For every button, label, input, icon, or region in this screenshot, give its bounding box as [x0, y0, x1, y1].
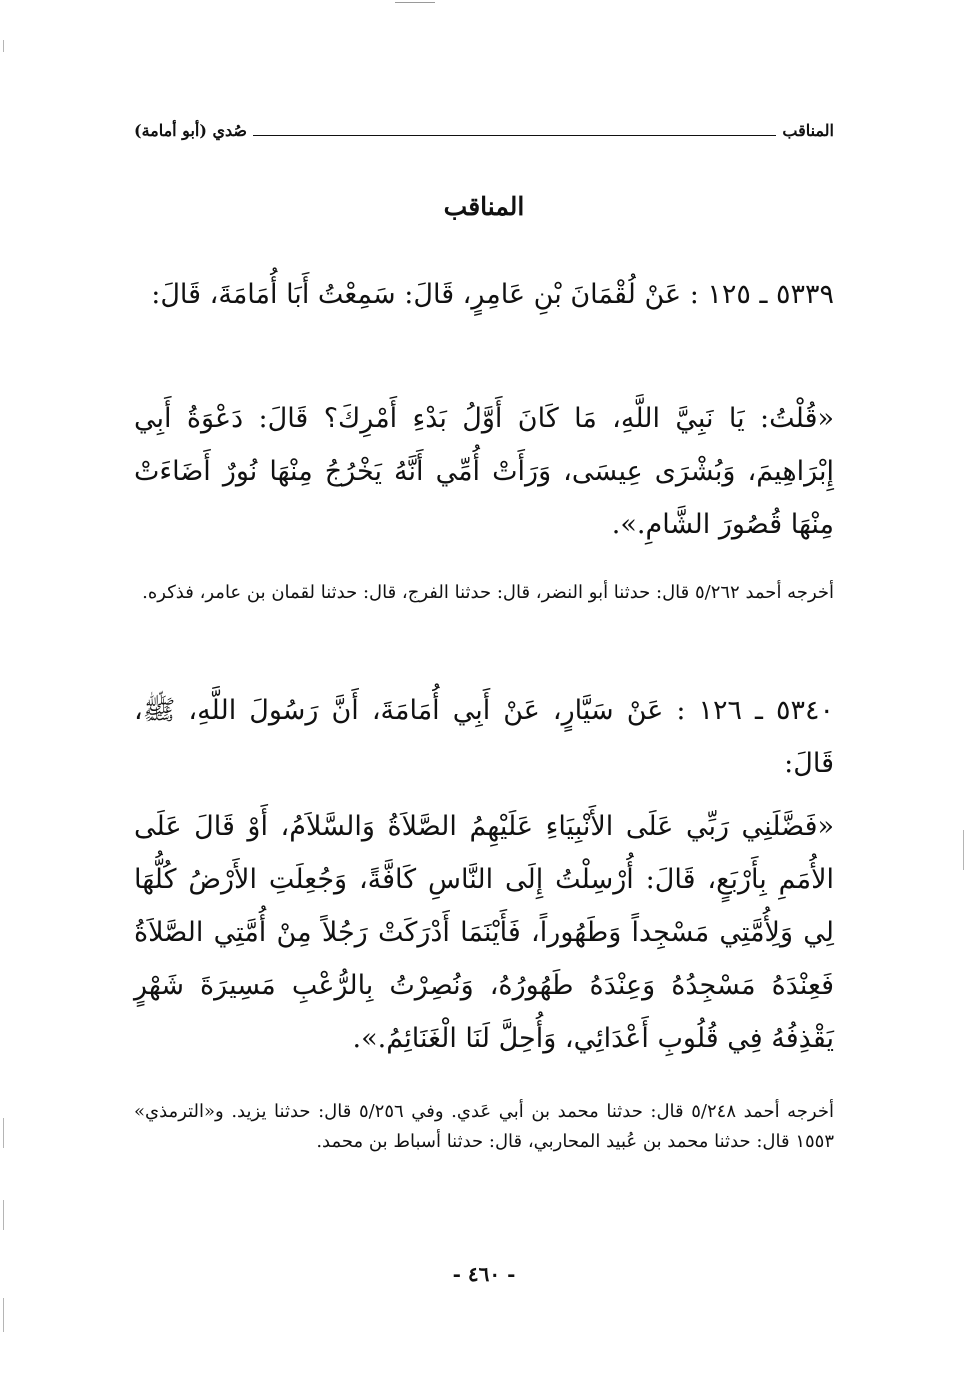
section-title: المناقب — [443, 192, 525, 221]
header-rule — [253, 135, 776, 136]
scan-margin-mark — [3, 1118, 4, 1148]
scan-top-mark — [395, 2, 435, 3]
scan-margin-mark — [3, 40, 4, 52]
hadith-5340-opening: ٥٣٤٠ ـ ١٢٦ : عَنْ سَيَّارٍ، عَنْ أَبِي أُمَامَةَ، أَنَّ رَسُولَ اللَّهِ، ﷺ، قَالَ: — [134, 695, 835, 779]
hadith-5340-text: «فَضَّلَنِي رَبِّي عَلَى الأَنْبِيَاءِ عَلَيْهِمُ الصَّلاَةُ وَالسَّلاَمُ، أَوْ قَالَ عَلَى الأُمَمِ بِأَرْبَعٍ، قَالَ: أُرْسِلْتُ إِلَى النَّاسِ كَافَّةً، وَجُعِلَتِ الأَرْضُ كُلُّهَا لِي وَلِأُمَّتِي مَسْجِداً وَطَهُوراً، فَأَيْنَمَا أَدْرَكَتْ رَجُلاً مِنْ أُمَّتِي الصَّلاَةُ فَعِنْدَهُ مَسْجِدُهُ وَعِنْدَهُ طَهُورُهُ، وَنُصِرْتُ بِالرُّعْبِ مَسِيرَةَ شَهْرٍ يَقْذِفُهُ فِي قُلُوبِ أَعْدَائِي، وَأُحِلَّ لَنَا الْغَنَائِمُ.». — [134, 811, 834, 1054]
running-header — [134, 116, 834, 144]
scan-margin-mark — [963, 830, 964, 870]
hadith-5339-text: «قُلْتُ: يَا نَبِيَّ اللَّهِ، مَا كَانَ أَوَّلُ بَدْءِ أَمْرِكَ؟ قَالَ: دَعْوَةُ أَبِي إِبْرَاهِيمَ، وَبُشْرَى عِيسَى، وَرَأَتْ أُمِّي أَنَّهُ يَخْرُجُ مِنْهَا نُورٌ أَضَاءَتْ مِنْهَا قُصُورَ الشَّامِ.». — [134, 403, 834, 540]
hadith-5340-source: أخرجه أحمد ٥/٢٤٨ قال: حدثنا محمد بن أبي عَدي. وفي ٥/٢٥٦ قال: حدثنا يزيد. و«الترمذي» ١٥٥٣ قال: حدثنا محمد بن عُبيد المحاربي، قال: حدثنا أسباط بن محمد. — [134, 1101, 834, 1152]
hadith-5339-source: أخرجه أحمد ٥/٢٦٢ قال: حدثنا أبو النضر، قال: حدثنا الفرج، قال: حدثنا لقمان بن عامر، فذكره. — [142, 582, 834, 603]
hadith-5339-opening: ٥٣٣٩ ـ ١٢٥ : عَنْ لُقْمَانَ بْنِ عَامِرٍ، قَالَ: سَمِعْتُ أَبَا أُمَامَةَ، قَالَ: — [151, 279, 834, 310]
scan-margin-mark — [3, 1200, 4, 1230]
header-subject: صُدي (أبو أمامة) — [134, 120, 247, 140]
page-number: - ٤٦٠ - — [452, 1262, 516, 1286]
header-chapter: المناقب — [782, 120, 834, 140]
scan-margin-mark — [3, 1298, 4, 1332]
